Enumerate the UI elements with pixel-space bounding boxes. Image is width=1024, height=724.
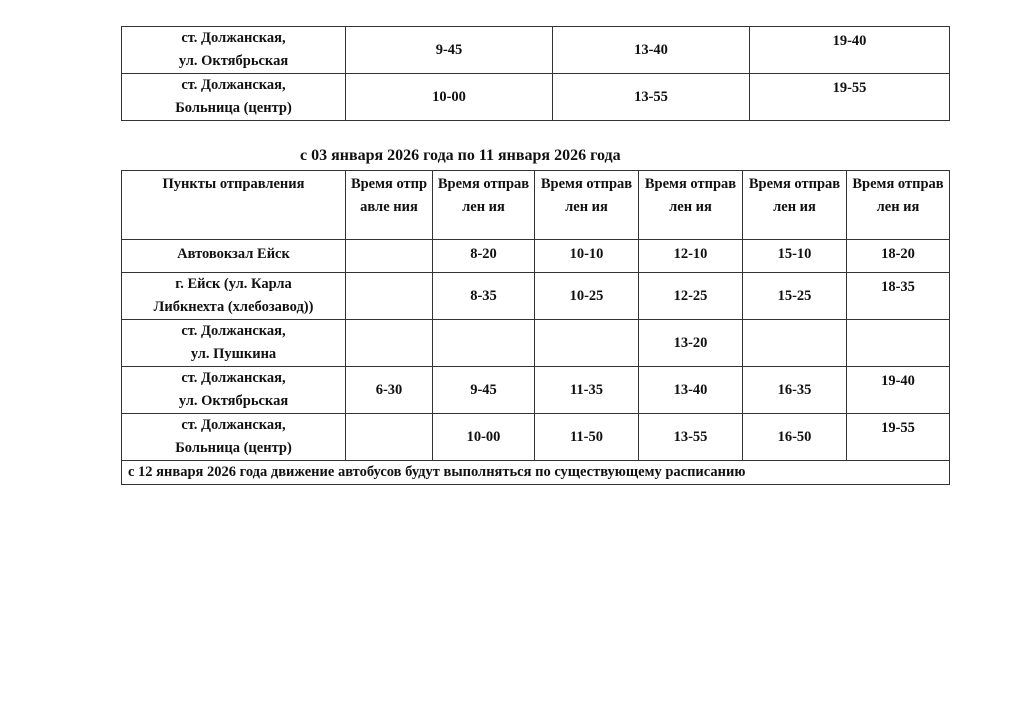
departure-time: 15-10	[743, 240, 847, 273]
departure-time: 18-20	[847, 240, 950, 273]
stop-name-cell	[122, 320, 346, 367]
departure-time: 19-55	[847, 414, 950, 461]
departure-time: 11-35	[535, 367, 639, 414]
header-departure-time: Время отправлен ия	[433, 171, 535, 240]
departure-time: 11-50	[535, 414, 639, 461]
schedule-table-previous	[121, 26, 950, 121]
departure-time: 6-30	[346, 367, 433, 414]
departure-time: 10-00	[346, 74, 553, 121]
stop-name-line1: ст. Должанская,	[181, 417, 286, 433]
stop-name-line2: Больница (центр)	[175, 100, 292, 116]
stop-name-line2: ул. Октябрьская	[178, 393, 289, 409]
header-departure-points: Пункты отправления	[122, 171, 346, 240]
stop-name-cell	[122, 27, 346, 74]
header-departure-time: Время отправлен ия	[639, 171, 743, 240]
header-departure-time: Время отправлен ия	[847, 171, 950, 240]
table-row	[122, 27, 950, 74]
departure-time	[346, 320, 433, 367]
departure-time	[346, 240, 433, 273]
table-row	[122, 367, 950, 414]
stop-name-line1: ст. Должанская,	[181, 30, 286, 46]
departure-time: 12-25	[639, 273, 743, 320]
schedule-table-main	[121, 170, 950, 485]
table-row	[122, 414, 950, 461]
stop-name-line1: ст. Должанская,	[181, 77, 286, 93]
departure-time	[346, 273, 433, 320]
table-row	[122, 273, 950, 320]
table-row	[122, 74, 950, 121]
table-row	[122, 320, 950, 367]
departure-time	[535, 320, 639, 367]
departure-time: 13-20	[639, 320, 743, 367]
stop-name-line2: ул. Пушкина	[190, 346, 277, 362]
departure-time: 13-55	[639, 414, 743, 461]
header-departure-time: Время отправле ния	[346, 171, 433, 240]
departure-time: 19-55	[750, 74, 950, 121]
departure-time	[847, 320, 950, 367]
period-heading: с 03 января 2026 года по 11 января 2026 года	[300, 147, 621, 164]
departure-time: 8-35	[433, 273, 535, 320]
departure-time: 12-10	[639, 240, 743, 273]
departure-time: 10-00	[433, 414, 535, 461]
table-header-row	[122, 171, 950, 240]
stop-name-line2: Либкнехта (хлебозавод))	[153, 299, 314, 315]
departure-time: 19-40	[847, 367, 950, 414]
header-departure-time: Время отправлен ия	[743, 171, 847, 240]
stop-name-line1: г. Ейск (ул. Карла	[175, 276, 292, 292]
departure-time: 16-35	[743, 367, 847, 414]
departure-time: 16-50	[743, 414, 847, 461]
footnote-row	[122, 461, 950, 485]
departure-time: 18-35	[847, 273, 950, 320]
departure-time: 13-40	[639, 367, 743, 414]
stop-name-line1: ст. Должанская,	[181, 370, 286, 386]
departure-time: 13-55	[553, 74, 750, 121]
stop-name-line1: ст. Должанская,	[181, 323, 286, 339]
stop-name-cell	[122, 367, 346, 414]
stop-name-cell	[122, 273, 346, 320]
stop-name-cell	[122, 74, 346, 121]
table-row	[122, 240, 950, 273]
stop-name-line2: Больница (центр)	[175, 440, 292, 456]
departure-time: 15-25	[743, 273, 847, 320]
departure-time	[743, 320, 847, 367]
stop-name-line1: Автовокзал Ейск	[177, 246, 290, 262]
departure-time: 8-20	[433, 240, 535, 273]
stop-name-line2: ул. Октябрьская	[178, 53, 289, 69]
departure-time: 19-40	[750, 27, 950, 74]
departure-time: 9-45	[433, 367, 535, 414]
header-departure-time: Время отправлен ия	[535, 171, 639, 240]
departure-time: 10-10	[535, 240, 639, 273]
stop-name-cell	[122, 414, 346, 461]
schedule-footnote: с 12 января 2026 года движение автобусов будут выполняться по существующему расписанию	[122, 461, 950, 485]
departure-time: 13-40	[553, 27, 750, 74]
departure-time	[433, 320, 535, 367]
departure-time: 10-25	[535, 273, 639, 320]
departure-time	[346, 414, 433, 461]
stop-name-cell	[122, 240, 346, 273]
departure-time: 9-45	[346, 27, 553, 74]
